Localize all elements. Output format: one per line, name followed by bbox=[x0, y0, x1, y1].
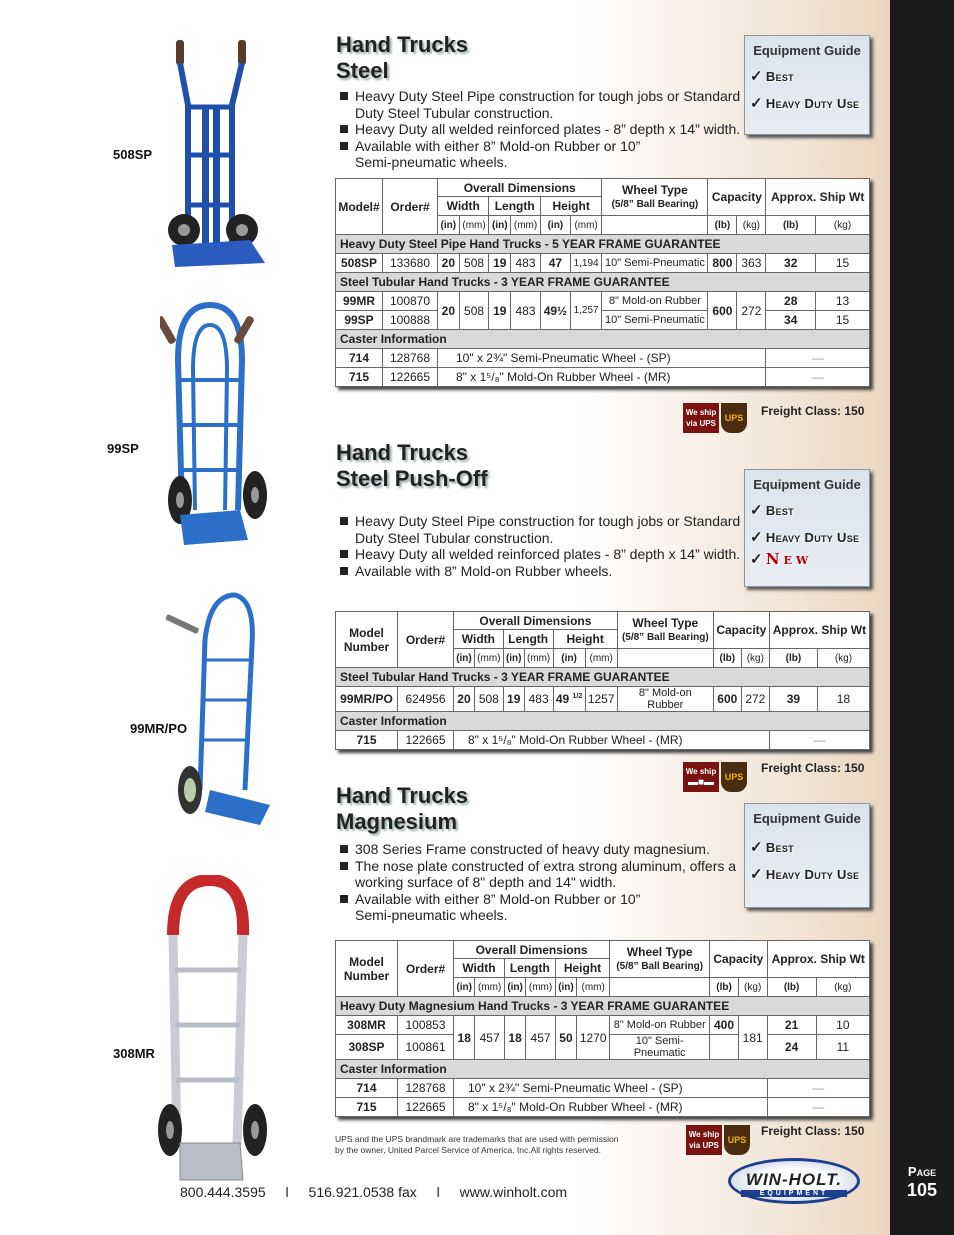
image-label-308mr: 308MR bbox=[113, 1046, 155, 1061]
table-push-off: Model Number Order# Overall Dimensions Wheel Type (5/8” Ball Bearing) Capacity Approx. Ship Wt Width Length Height (in) (mm) (in) (mm) (in) (mm) (lb) (kg) (lb) (kg) Steel Tubular Hand Trucks - 3 YEAR FRAME GUARANTEE 99MR/PO 624956 20 508 19 483 49 $^{1/2}$ 1257 8" Mold-on Rubber 600 272 39 18 Caster Information 715 122665 8" x 1⁵/₈" Mold-On Rubber Wheel - (MR) — bbox=[335, 611, 870, 750]
footer-contact: 800.444.3595 l 516.921.0538 fax l www.winholt.com bbox=[180, 1184, 568, 1200]
win-holt-logo: WIN-HOLT. EQUIPMENT bbox=[728, 1158, 860, 1204]
website-link[interactable]: www.winholt.com bbox=[459, 1184, 568, 1200]
bullet: Available with 8” Mold-on Rubber wheels. bbox=[338, 563, 743, 580]
fax-number: 516.921.0538 fax bbox=[308, 1184, 417, 1200]
hand-truck-99mr-po-image bbox=[160, 590, 275, 830]
freight-class: Freight Class: 150 bbox=[761, 1124, 865, 1138]
table-row: 99SP 100888 10" Semi-Pneumatic 34 15 bbox=[336, 311, 870, 330]
we-ship-ups-badge: We ship via UPS bbox=[686, 1125, 722, 1155]
equipment-guide-push-off: Equipment Guide ✓ Best ✓ Heavy Duty Use ✓ New bbox=[744, 469, 870, 587]
section-magnesium-bullets bbox=[338, 841, 743, 924]
table-steel: Model# Order# Overall Dimensions Wheel Type (5/8” Ball Bearing) Capacity Approx. Ship Wt Width Length Height (in) (mm) (in) (mm) (in) (mm) (lb) (kg) (lb) (kg) Heavy Duty Steel Pipe Hand Trucks - 5 YEAR FRAME GUARANTEE 508SP 133680 20 508 19 483 47 1,194 10" Semi-Pneumatic 800 363 32 15 Steel Tubular Hand Trucks - 3 YEAR FRAME GUARANTEE 99MR 100870 20 508 19 483 49½ 1,257 8" Mold-on Rubber 600 272 28 13 99SP 100888 10" Semi-Pneumatic 34 15 Caster Information 714 128768 10" x 2¾" Semi-Pneumatic Wheel - (SP) — 715 122665 8" x 1⁵/₈" Mold-On Rubber Wheel - (MR) — bbox=[335, 178, 870, 387]
hand-truck-99sp-image bbox=[160, 300, 275, 550]
check-icon: ✓ bbox=[750, 529, 763, 546]
freight-class: Freight Class: 150 bbox=[761, 404, 865, 418]
page-label: Page bbox=[907, 1164, 937, 1179]
hand-truck-508sp-image bbox=[160, 35, 275, 270]
equipment-guide-magnesium: Equipment Guide ✓ Best ✓ Heavy Duty Use bbox=[744, 803, 870, 908]
section-steel-bullets bbox=[338, 88, 743, 171]
bullet: Available with either 8” Mold-on Rubber or 10” Semi-pneumatic wheels. bbox=[338, 891, 658, 924]
section-push-off-bullets bbox=[338, 513, 743, 579]
ups-logo-icon: UPS bbox=[721, 403, 747, 433]
table-row: 308MR 100853 18 457 18 457 50 1270 8" Mold-on Rubber 400 181 21 10 bbox=[336, 1016, 870, 1035]
table-magnesium: Model Number Order# Overall Dimensions Wheel Type (5/8” Ball Bearing) Capacity Approx. Ship Wt Width Length Height (in) (mm) (in) (mm) (in) (mm) (lb) (kg) (lb) (kg) Heavy Duty Magnesium Hand Trucks - 3 YEAR FRAME GUARANTEE 308MR 100853 18 457 18 457 50 1270 8" Mold-on Rubber 400 181 21 10 308SP 100861 10" Semi-Pneumatic 24 11 Caster Information 714 128768 10" x 2¾" Semi-Pneumatic Wheel - (SP) — 715 122665 8" x 1⁵/₈" Mold-On Rubber Wheel - (MR) — bbox=[335, 940, 870, 1117]
bullet: Heavy Duty Steel Pipe construction for tough jobs or Standard Duty Steel Tubular construction. bbox=[338, 513, 743, 546]
check-icon: ✓ bbox=[750, 551, 763, 568]
bullet: Heavy Duty all welded reinforced plates - 8” depth x 14” width. bbox=[338, 546, 743, 563]
table-row: 715 122665 8" x 1⁵/₈" Mold-On Rubber Wheel - (MR) — bbox=[336, 1098, 870, 1117]
section-steel-title: Hand Trucks Steel bbox=[336, 32, 469, 83]
image-label-99sp: 99SP bbox=[107, 441, 139, 456]
table-row: 714 128768 10" x 2¾" Semi-Pneumatic Wheel - (SP) — bbox=[336, 349, 870, 368]
table-row: 308SP 100861 10" Semi-Pneumatic 24 11 bbox=[336, 1035, 870, 1060]
image-label-508sp: 508SP bbox=[113, 147, 153, 162]
table-row: 99MR/PO 624956 20 508 19 483 49 $^{1/2}$ 1257 8" Mold-on Rubber 600 272 39 18 bbox=[336, 687, 870, 712]
table-row: 99MR 100870 20 508 19 483 49½ 1,257 8" Mold-on Rubber 600 272 28 13 bbox=[336, 292, 870, 311]
we-ship-ups-badge: We ship ▬■▬ bbox=[683, 762, 719, 792]
section-magnesium-title: Hand Trucks Magnesium bbox=[336, 783, 469, 834]
table-row: 715 122665 8" x 1⁵/₈" Mold-On Rubber Wheel - (MR) — bbox=[336, 368, 870, 387]
bullet: The nose plate constructed of extra strong aluminum, offers a working surface of 8" depth and 14" width. bbox=[338, 858, 738, 891]
page-number: 105 bbox=[906, 1180, 938, 1200]
check-icon: ✓ bbox=[750, 502, 763, 519]
table-row: 508SP 133680 20 508 19 483 47 1,194 10" Semi-Pneumatic 800 363 32 15 bbox=[336, 254, 870, 273]
check-icon: ✓ bbox=[750, 68, 763, 85]
bullet: Heavy Duty all welded reinforced plates - 8” depth x 14” width. bbox=[338, 121, 743, 138]
table-row: 715 122665 8" x 1⁵/₈" Mold-On Rubber Wheel - (MR) — bbox=[336, 731, 870, 750]
equipment-guide-steel: Equipment Guide ✓ Best ✓ Heavy Duty Use bbox=[744, 35, 870, 135]
check-icon: ✓ bbox=[750, 95, 763, 112]
table-row: 714 128768 10" x 2¾" Semi-Pneumatic Wheel - (SP) — bbox=[336, 1079, 870, 1098]
ups-logo-icon: UPS bbox=[721, 762, 747, 792]
side-bar bbox=[890, 0, 954, 1235]
bullet: Heavy Duty Steel Pipe construction for tough jobs or Standard Duty Steel Tubular construction. bbox=[338, 88, 743, 121]
check-icon: ✓ bbox=[750, 866, 763, 883]
check-icon: ✓ bbox=[750, 839, 763, 856]
phone-number: 800.444.3595 bbox=[180, 1184, 266, 1200]
we-ship-ups-badge: We ship via UPS bbox=[683, 403, 719, 433]
ups-trademark-notice: UPS and the UPS brandmark are trademarks that are used with permission by the owner, United Parcel Service of America, Inc.All rights reserved. bbox=[335, 1134, 619, 1155]
section-push-off-title: Hand Trucks Steel Push-Off bbox=[336, 440, 488, 491]
bullet: 308 Series Frame constructed of heavy duty magnesium. bbox=[338, 841, 743, 858]
bullet: Available with either 8” Mold-on Rubber or 10” Semi-pneumatic wheels. bbox=[338, 138, 658, 171]
side-title bbox=[890, 0, 954, 1235]
ups-logo-icon: UPS bbox=[724, 1125, 750, 1155]
hand-truck-308mr-image bbox=[155, 875, 270, 1185]
freight-class: Freight Class: 150 bbox=[761, 761, 865, 775]
image-label-99mr-po: 99MR/PO bbox=[130, 721, 188, 736]
